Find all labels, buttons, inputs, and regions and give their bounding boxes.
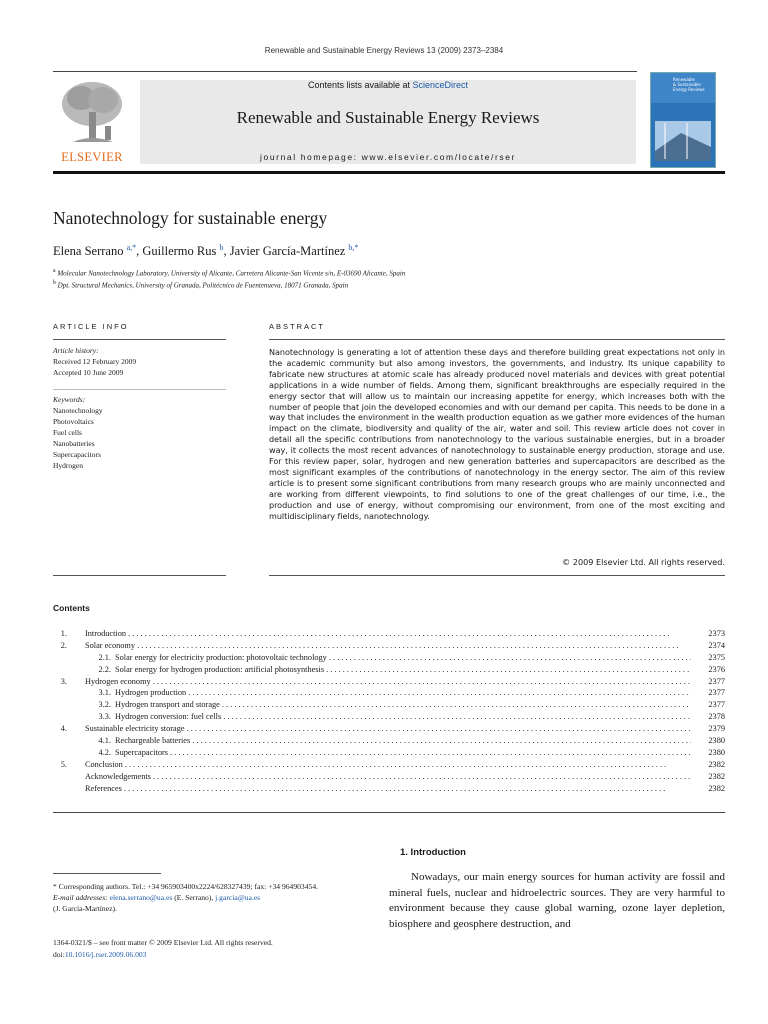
- contents-available-text: Contents lists available at: [307, 80, 413, 90]
- doi-link[interactable]: 10.1016/j.rser.2009.06.003: [64, 950, 147, 959]
- keyword: Hydrogen: [53, 461, 83, 470]
- toc-entry-page: 2379: [708, 724, 725, 734]
- affiliation-text: Molecular Nanotechnology Laboratory, University of Alicante, Carretera Alicante-San Vicente s/n, E-03690 Alicante, Spain: [57, 269, 406, 278]
- toc-entry-number: 3.1.: [98, 688, 111, 698]
- toc-entry-title: References . . .: [85, 783, 691, 795]
- cover-title-line-2: & Sustainable: [673, 82, 701, 87]
- keyword: Supercapacitors: [53, 450, 101, 459]
- front-matter: [53, 937, 383, 961]
- article-info-heading: ARTICLE INFO: [53, 322, 129, 331]
- history-rule: [53, 389, 226, 390]
- toc-entry-number: 3.2.: [98, 700, 111, 710]
- affiliation: [53, 268, 405, 277]
- masthead-rule: [53, 171, 725, 174]
- contents-bottom-rule: [53, 812, 725, 813]
- author-affiliation-marker[interactable]: b,*: [348, 243, 359, 252]
- article-info-rule: [53, 339, 226, 340]
- accepted-date: Accepted 10 June 2009: [53, 368, 124, 377]
- affiliation-text: Dpt. Structural Mechanics, University of Granada, Politécnico de Fuentenueva, 18071 Granada, Spain: [57, 281, 349, 290]
- toc-entry[interactable]: [53, 735, 725, 747]
- cover-title-line-1: Renewable: [673, 77, 695, 82]
- toc-entry-page: 2382: [708, 759, 725, 769]
- keyword: Fuel cells: [53, 428, 82, 437]
- toc-entry-title: Hydrogen conversion: fuel cells . . .: [115, 711, 691, 723]
- received-date: Received 12 February 2009: [53, 357, 137, 366]
- keyword: Nanotechnology: [53, 406, 103, 415]
- toc-entry-page: 2377: [708, 688, 725, 698]
- toc-entry[interactable]: [53, 664, 725, 676]
- elsevier-wordmark: ELSEVIER: [61, 150, 123, 164]
- toc-entry-number: 4.1.: [98, 736, 111, 746]
- keywords-block: [53, 394, 103, 471]
- author-name: Javier García-Martínez: [229, 244, 346, 259]
- author-affiliation-marker[interactable]: a,*: [126, 243, 137, 252]
- toc-entry-title: Introduction . . .: [85, 628, 691, 640]
- toc-entry-page: 2380: [708, 747, 725, 757]
- journal-cover-image: [650, 72, 716, 168]
- toc-entry-page: 2380: [708, 736, 725, 746]
- toc-entry-page: 2376: [708, 664, 725, 674]
- toc-entry-number: 3.: [60, 676, 67, 686]
- toc-entry-title: Sustainable electricity storage . . .: [85, 723, 691, 735]
- author-name: Elena Serrano: [53, 244, 124, 259]
- toc-entry[interactable]: [53, 652, 725, 664]
- author-name: Guillermo Rus: [142, 244, 217, 259]
- toc-entry-page: 2382: [708, 771, 725, 781]
- affiliation-marker: b: [53, 280, 56, 286]
- contents-available-line: [140, 80, 636, 90]
- toc-entry-page: 2377: [708, 676, 725, 686]
- toc-entry-page: 2374: [708, 640, 725, 650]
- toc-entry-page: 2375: [708, 652, 725, 662]
- toc-entry-number: 4.2.: [98, 747, 111, 757]
- abstract-heading: ABSTRACT: [269, 322, 326, 331]
- toc-entry-page: 2382: [708, 783, 725, 793]
- toc-entry-title: Supercapacitors . . .: [115, 747, 691, 759]
- email-label: E-mail addresses:: [53, 893, 108, 902]
- toc-entry-page: 2373: [708, 629, 725, 638]
- toc-entry-number: 2.1.: [98, 652, 111, 662]
- toc-entry-page: 2378: [708, 712, 725, 722]
- toc-entry[interactable]: [53, 687, 725, 699]
- introduction-paragraph: Nowadays, our main energy sources for human activity are fossil and mineral fuels, nuclear and hidroelectric sources. They are very harmful to environment because they cause global warning, ozone layer depletion, biosphere and geosphere destruction, and: [389, 871, 725, 930]
- doi-prefix: doi:: [53, 950, 65, 959]
- keyword: Nanobatteries: [53, 439, 95, 448]
- toc-entry-number: 3.3.: [98, 712, 111, 722]
- toc-entry[interactable]: [53, 771, 725, 783]
- article-history-label: Article history:: [53, 346, 99, 355]
- introduction-heading: 1. Introduction: [400, 847, 466, 858]
- toc-entry[interactable]: [53, 711, 725, 723]
- email-link[interactable]: j.garcia@ua.es: [215, 893, 261, 902]
- email-link[interactable]: elena.serrano@ua.es: [109, 893, 173, 902]
- toc-entry-title: Hydrogen transport and storage . . .: [115, 699, 691, 711]
- toc-entry-title: Solar economy . . .: [85, 640, 691, 652]
- toc-entry-title: Hydrogen production . . .: [115, 687, 691, 699]
- corresponding-author-text: * Corresponding authors. Tel.: +34 965903400x2224/628327439; fax: +34 964903454.: [53, 882, 319, 891]
- toc-entry-title: Hydrogen economy . . .: [85, 676, 691, 688]
- footnote-rule: [53, 873, 161, 874]
- author-list: Elena Serrano $^{a,*}$, Guillermo Rus $^b$, Javier García-Martínez $^{b,*}$: [53, 243, 359, 259]
- contents-heading: Contents: [53, 603, 90, 613]
- cover-title-line-3: Energy Reviews: [673, 87, 705, 92]
- toc-entry-title: Solar energy for hydrogen production: artificial photosynthesis . . .: [115, 664, 691, 676]
- toc-entry[interactable]: [53, 723, 725, 735]
- toc-entry[interactable]: [53, 640, 725, 652]
- affiliation-marker: a: [53, 268, 56, 274]
- abstract-rule: [269, 339, 725, 340]
- toc-entry[interactable]: [53, 699, 725, 711]
- toc-entry-title: Conclusion . . .: [85, 759, 691, 771]
- email-owner: (E. Serrano),: [174, 893, 214, 902]
- toc-entry[interactable]: [53, 759, 725, 771]
- toc-entry-number: 2.: [60, 640, 67, 650]
- journal-citation: Renewable and Sustainable Energy Reviews 13 (2009) 2373–2384: [264, 46, 504, 55]
- toc-entry-number: 5.: [60, 759, 67, 769]
- toc-entry[interactable]: [53, 676, 725, 688]
- abstract-bottom-rule: [269, 575, 725, 576]
- keyword: Photovoltaics: [53, 417, 94, 426]
- toc-entry-page: 2377: [708, 700, 725, 710]
- abstract-text: Nanotechnology is generating a lot of attention these days and therefore building great expectations not only in the academic community but also among investors, the governments, and industry. Its unique capability to fabricate new structures at atomic scale has already produced novel materials and devices with great potential applications in a wide number of fields. Among them, significant breakthroughs are especially required in the energy sector that will allow us to maintain our increasing appetite for energy, which increases both with the number of people that join the developed economies and with our demand per capita. This needs to be done in a way that includes the environment in the wealth production equation as we gather more evidences of the human impact on the climate, biodiversity and quality of the air, water and soil. This review article does not cover in detail all the specific contributions from nanotechnology to the various sustainable energies, but in a broader way, it collects the most recent advances of nanotechnology to sustainable energy production, storage and use. For this review paper, solar, hydrogen and new generation batteries and supercapacitors are described as the most significant examples of the contributions of nanotechnology in the energy sector. The aim of this review article is to present some significant contributions from many research groups who are mainly unconnected and are working from different viewpoints, to find solutions to one of the great challenges of our time, i.e., the production and use of energy, without compromising our environment, from one of the most exciting and multidisciplinary fields, nanotechnology.: [269, 347, 725, 521]
- toc-entry[interactable]: [53, 783, 725, 795]
- affiliation: [53, 280, 348, 289]
- sciencedirect-link[interactable]: ScienceDirect: [412, 80, 469, 90]
- article-info-bottom-rule: [53, 575, 226, 576]
- header-rule: [53, 71, 637, 72]
- journal-homepage[interactable]: journal homepage: www.elsevier.com/locate/rser: [260, 152, 516, 162]
- toc-entry[interactable]: [53, 628, 725, 640]
- issn-line: 1364-0321/$ – see front matter © 2009 Elsevier Ltd. All rights reserved.: [53, 938, 273, 947]
- toc-entry-number: 2.2.: [98, 664, 111, 674]
- toc-entry-title: Acknowledgements . . .: [85, 771, 691, 783]
- article-history: [53, 345, 136, 378]
- abstract-copyright: © 2009 Elsevier Ltd. All rights reserved.: [562, 557, 725, 567]
- corresponding-author-footnote: [53, 881, 353, 914]
- toc-entry-number: 1.: [60, 629, 67, 638]
- keywords-label: Keywords:: [53, 395, 86, 404]
- journal-title: Renewable and Sustainable Energy Reviews: [236, 108, 540, 127]
- toc-entry-title: Rechargeable batteries . . .: [115, 735, 691, 747]
- introduction-text: [389, 870, 725, 932]
- toc-entry[interactable]: [53, 747, 725, 759]
- toc-entry-number: 4.: [60, 724, 67, 734]
- paper-title: Nanotechnology for sustainable energy: [53, 208, 328, 228]
- email-owner: (J. García-Martínez).: [53, 904, 117, 913]
- table-of-contents: [53, 628, 725, 794]
- author-affiliation-marker[interactable]: b: [219, 243, 224, 252]
- toc-entry-title: Solar energy for electricity production: photovoltaic technology . . .: [115, 652, 691, 664]
